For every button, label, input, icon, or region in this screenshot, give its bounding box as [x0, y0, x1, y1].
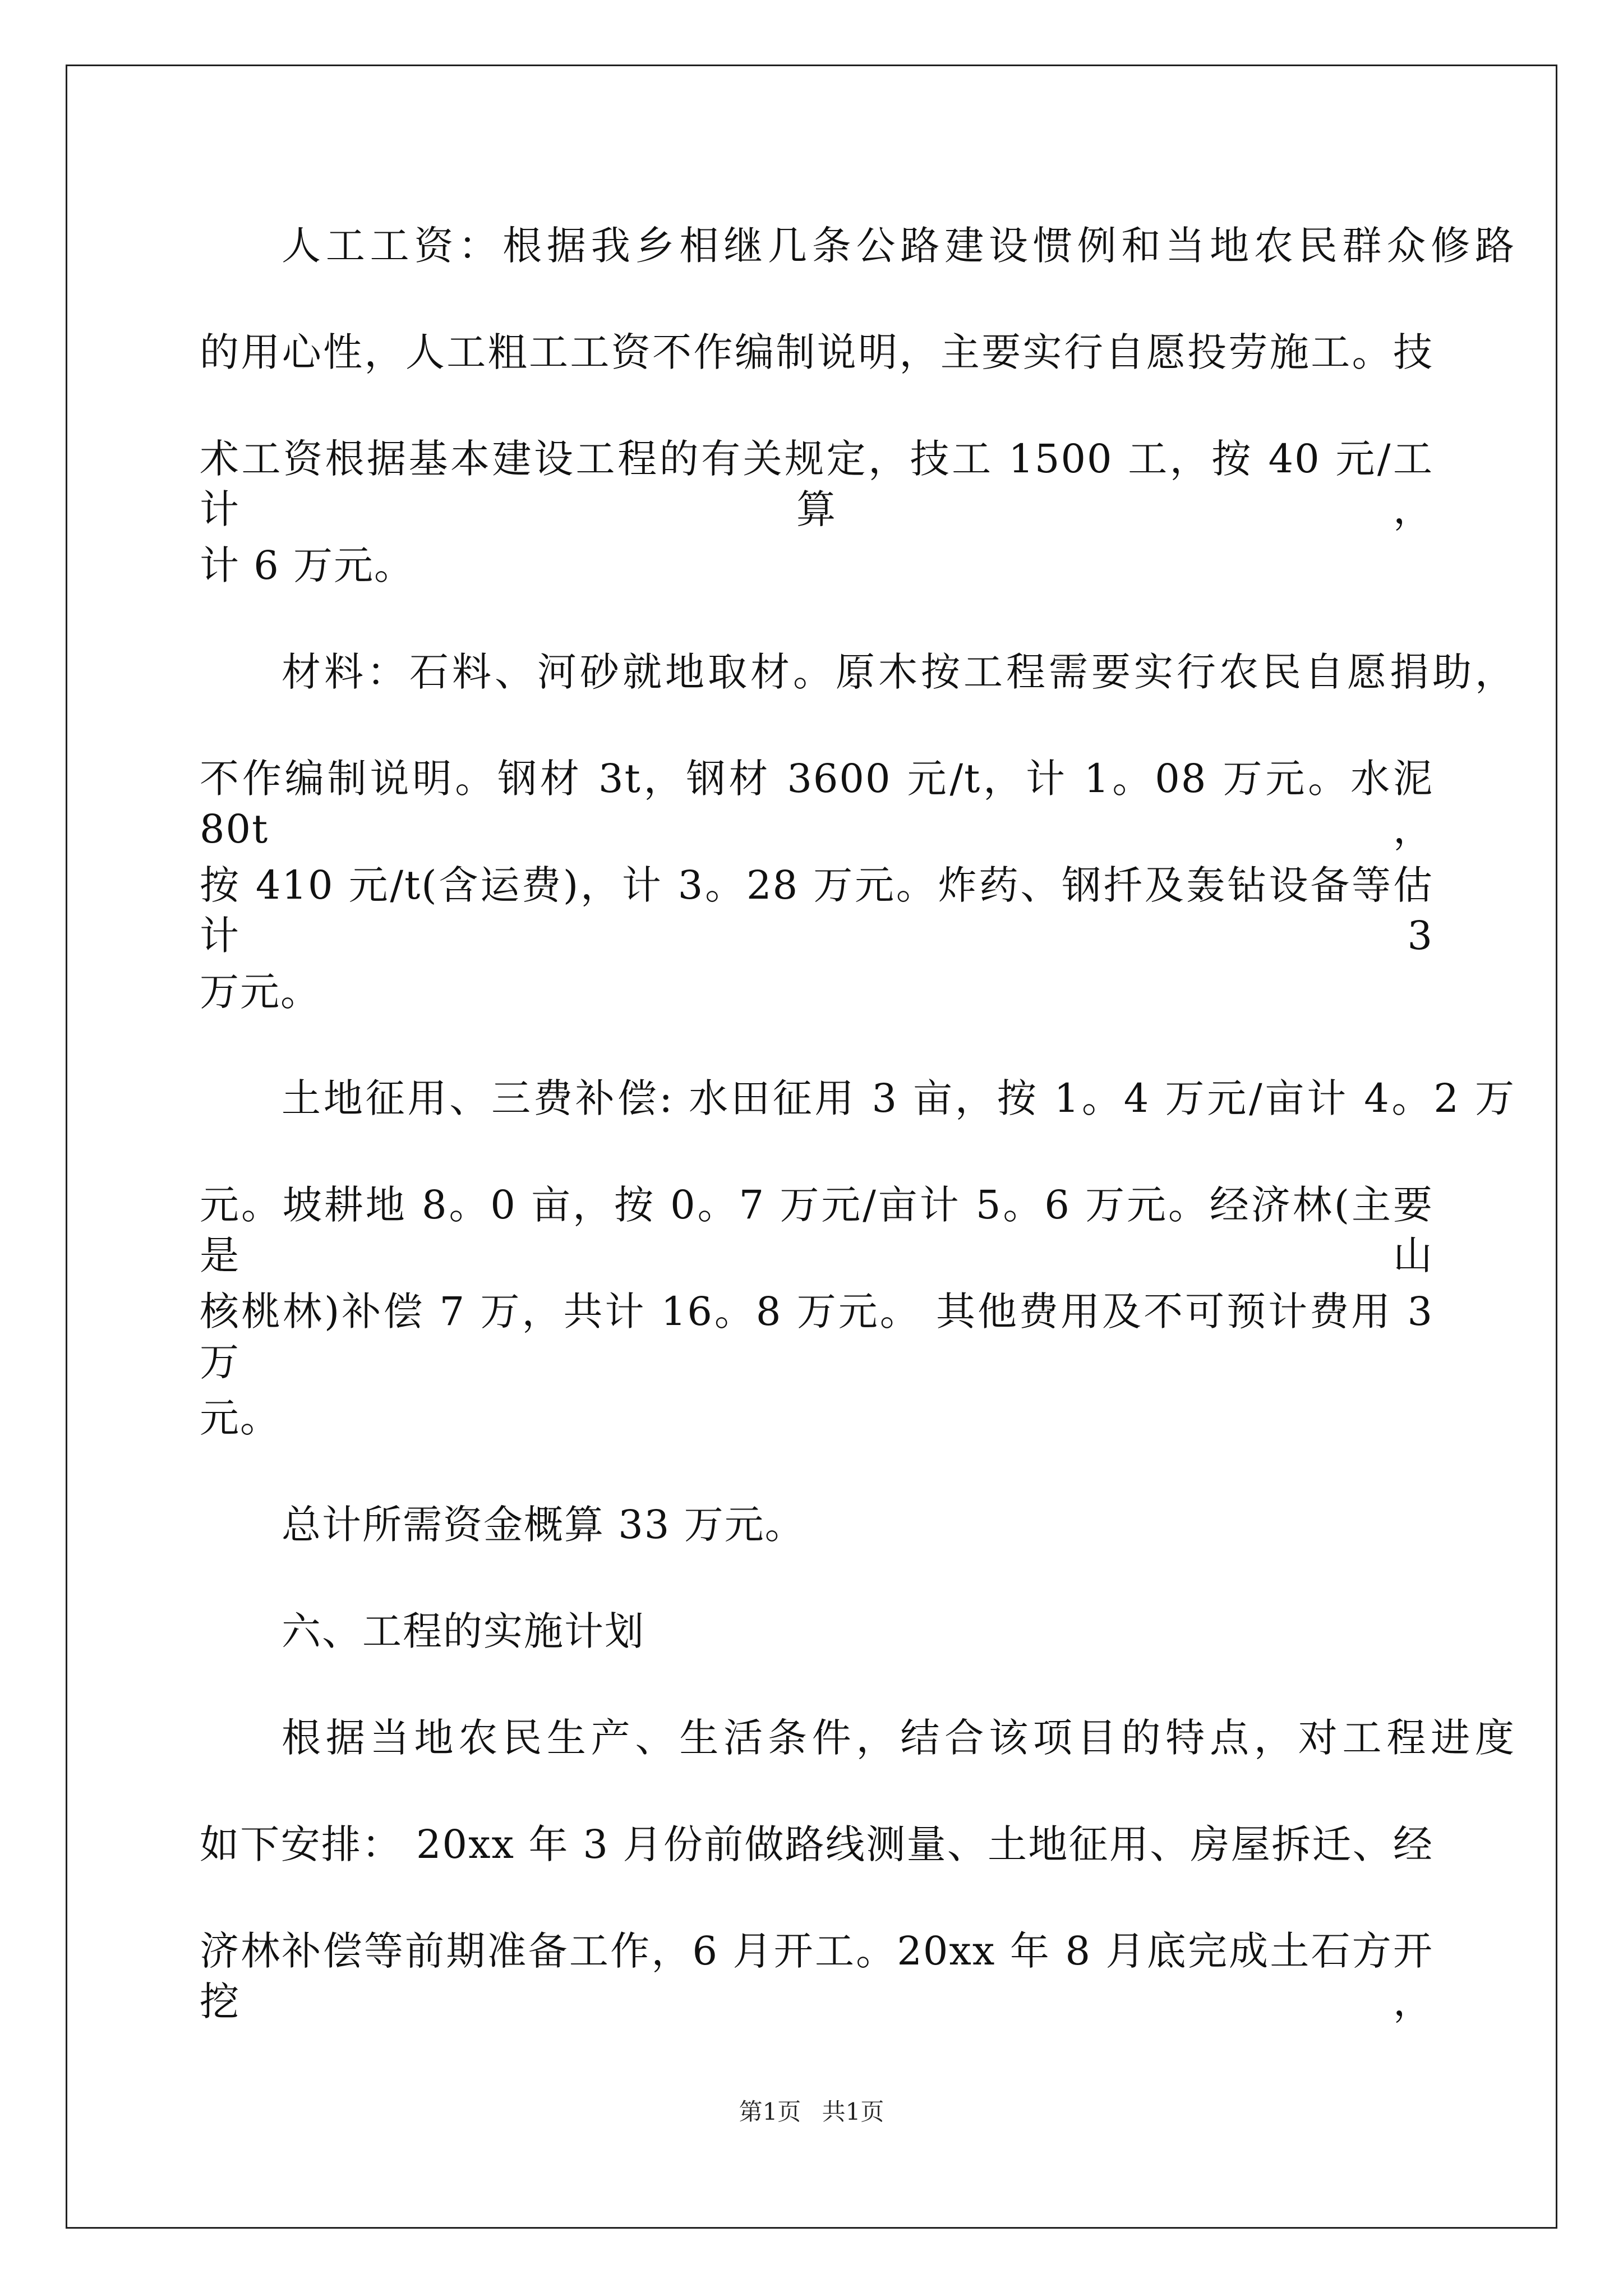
paragraph-line: 济林补偿等前期准备工作，6 月开工。20xx 年 8 月底完成土石方开挖， [200, 1928, 1433, 2024]
page-number: 第1页 [739, 2098, 801, 2125]
paragraph-line: 如下安排： 20xx 年 3 月份前做路线测量、土地征用、房屋拆迁、经 [200, 1821, 1433, 1867]
paragraph-line: 元。坡耕地 8。0 亩，按 0。7 万元/亩计 5。6 万元。经济林(主要是山 [200, 1182, 1433, 1278]
paragraph-line: 万元。 [200, 969, 321, 1015]
paragraph-line: 按 410 元/t(含运费)，计 3。28 万元。炸药、钢扦及轰钻设备等估计 3 [200, 862, 1433, 959]
paragraph-line: 人工工资：根据我乡相继几条公路建设惯例和当地农民群众修路 [282, 223, 1515, 269]
paragraph-line: 土地征用、三费补偿: 水田征用 3 亩，按 1。4 万元/亩计 4。2 万 [282, 1075, 1515, 1121]
page-footer [0, 2095, 1623, 2129]
section-heading: 六、工程的实施计划 [282, 1608, 645, 1654]
page-total: 共1页 [822, 2098, 884, 2125]
page-border [66, 65, 1557, 2229]
paragraph-line: 材料：石料、河砂就地取材。原木按工程需要实行农民自愿捐助， [282, 649, 1515, 695]
paragraph-line: 不作编制说明。钢材 3t，钢材 3600 元/t，计 1。08 万元。水泥 80t， [200, 756, 1433, 852]
paragraph-line: 的用心性，人工粗工工资不作编制说明，主要实行自愿投劳施工。技 [200, 329, 1433, 375]
paragraph-line: 核桃林)补偿 7 万，共计 16。8 万元。 其他费用及不可预计费用 3 万 [200, 1289, 1433, 1385]
paragraph-line: 根据当地农民生产、生活条件，结合该项目的特点，对工程进度 [282, 1715, 1515, 1761]
paragraph-line: 计 6 万元。 [200, 542, 415, 588]
paragraph-line: 元。 [200, 1395, 280, 1441]
paragraph-line: 术工资根据基本建设工程的有关规定，技工 1500 工，按 40 元/工计算， [200, 436, 1433, 532]
paragraph-line: 总计所需资金概算 33 万元。 [282, 1502, 805, 1548]
